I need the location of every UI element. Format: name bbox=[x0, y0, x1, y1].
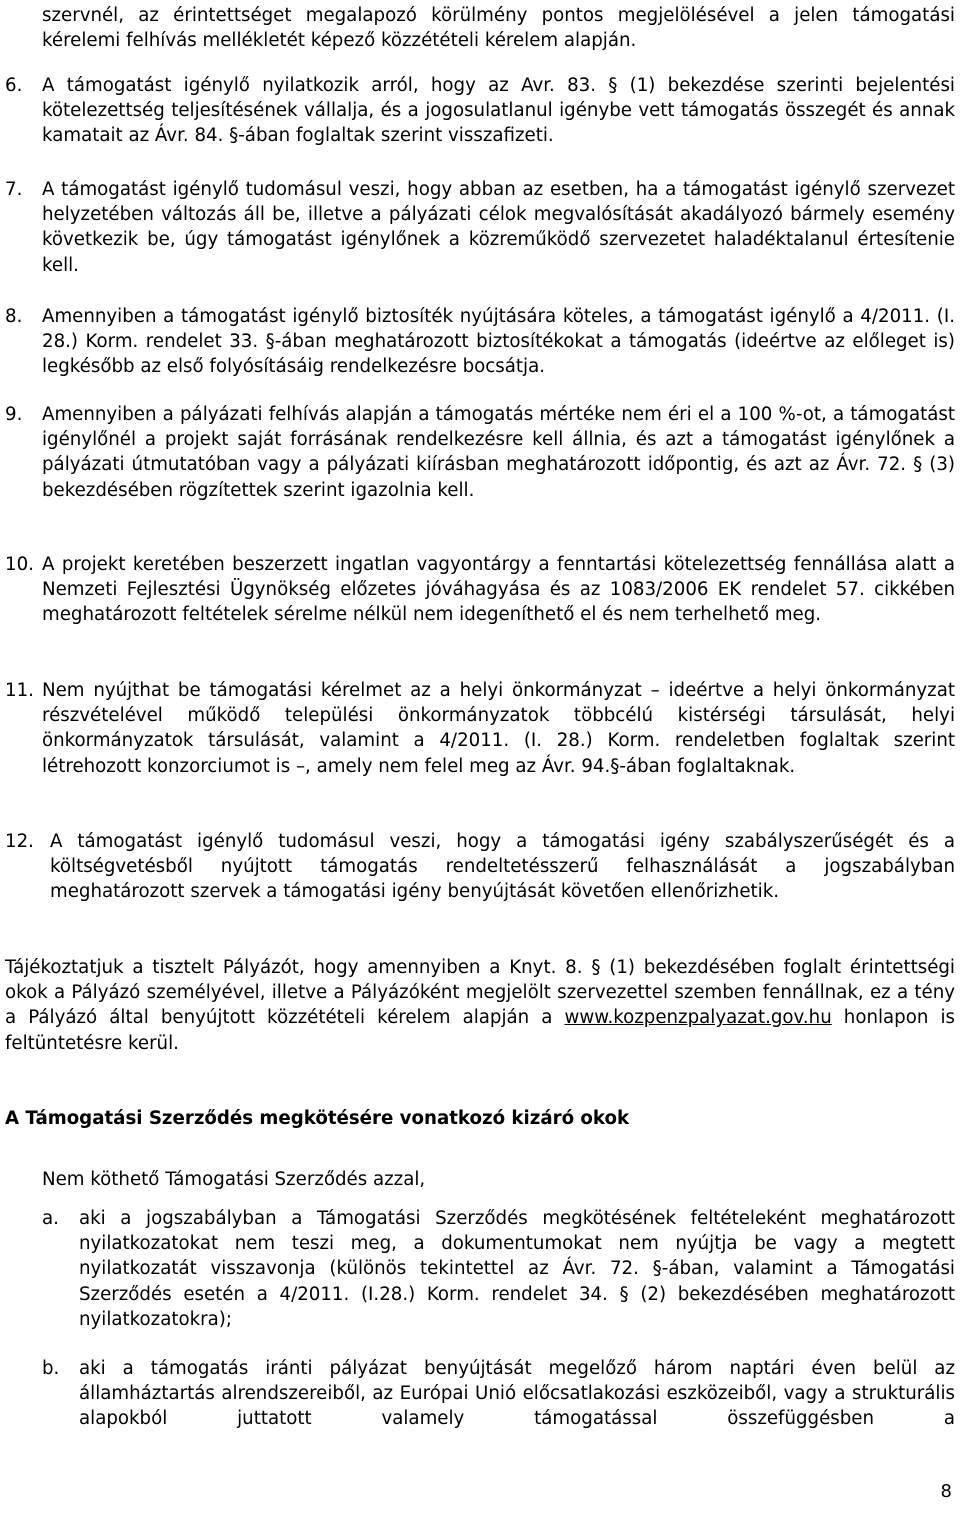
list-number: 10. bbox=[5, 554, 34, 575]
list-number: 11. bbox=[5, 680, 34, 701]
list-number: 8. bbox=[5, 306, 23, 327]
list-item-8 bbox=[5, 304, 955, 380]
list-item-7 bbox=[5, 177, 955, 278]
page-number: 8 bbox=[940, 1481, 952, 1502]
sub-item-a bbox=[42, 1206, 955, 1332]
list-text: A támogatást igénylő tudomásul veszi, hogy a támogatási igény szabályszerűségét és a költségvetésből nyújtott támogatás rendeltetésszerű felhasználását a jogszabályban meghatározott szervek a támogatási igény benyújtását követően ellenőrizhetik. bbox=[50, 831, 955, 903]
section-intro: Nem köthető Támogatási Szerződés azzal, bbox=[42, 1169, 426, 1190]
list-text: A támogatást igénylő tudomásul veszi, hogy abban az esetben, ha a támogatást igénylő szervezet helyzetében változás áll be, illetve a pályázati célok megvalósítását akadályozó bármely esemény következik be, úgy támogatást igénylőnek a közreműködő szervezetet haladéktalanul értesítenie kell. bbox=[42, 179, 955, 276]
list-number: 12. bbox=[5, 831, 34, 852]
list-item-11 bbox=[5, 678, 955, 779]
list-text: A projekt keretében beszerzett ingatlan vagyontárgy a fenntartási kötelezettség fennállása alatt a Nemzeti Fejlesztési Ügynökség előzetes jóváhagyása és az 1083/2006 EK rendelet 57. cikkében meghatározott feltételek sérelme nélkül nem idegeníthető el és nem terhelhető meg. bbox=[42, 554, 955, 626]
privacy-notice: Tájékoztatjuk a tisztelt Pályázót, hogy amennyiben a Knyt. 8. § (1) bekezdésében foglalt érintettségi okok a Pályázó személyével, illetve a Pályázóként megjelölt szervezettel szemben fennállnak, ez a tény a Pályázó által benyújtott közzétételi kérelem alapján a www.kozpenzpalyazat.gov.hu honlapon is feltüntetésre kerül. bbox=[5, 957, 955, 1054]
list-text: A támogatást igénylő nyilatkozik arról, hogy az Avr. 83. § (1) bekezdése szerinti bejelentési kötelezettség teljesítésének vállalja, és a jogosulatlanul igénybe vett támogatás összegét és annak kamatait az Ávr. 84. §-ában foglaltak szerint visszafizeti. bbox=[42, 75, 955, 147]
sub-item-b bbox=[42, 1356, 955, 1432]
list-number: 9. bbox=[5, 404, 23, 425]
list-text: Nem nyújthat be támogatási kérelmet az a helyi önkormányzat – ideértve a helyi önkormányzat részvételével működő települési önkormányzatok többcélú kistérségi társulását, helyi önkormányzatok társulását, valamint a 4/2011. (I. 28.) Korm. rendeletben foglaltak szerint létrehozott konzorciumot is –, amely nem felel meg az Ávr. 94.§-ában foglaltaknak. bbox=[42, 680, 955, 777]
sub-item-text: aki a jogszabályban a Támogatási Szerződés megkötésének feltételeként meghatározott nyilatkozatokat nem teszi meg, a dokumentumokat nem nyújtja be vagy a megtett nyilatkozatát visszavonja (különös tekintettel az Ávr. 72. §-ában, valamint a Támogatási Szerződés esetén a 4/2011. (I.28.) Korm. rendelet 34. § (2) bekezdésében meghatározott nyilatkozatokra); bbox=[79, 1208, 955, 1330]
list-text: Amennyiben a pályázati felhívás alapján a támogatás mértéke nem éri el a 100 %-ot, a támogatást igénylőnél a projekt saját forrásának rendelkezésre kell állnia, és azt a támogatást igénylőnek a pályázati útmutatóban vagy a pályázati kiírásban meghatározott időpontig, és azt az Ávr. 72. § (3) bekezdésében rögzítettek szerint igazolnia kell. bbox=[42, 404, 955, 501]
section-heading: A Támogatási Szerződés megkötésére vonatkozó kizáró okok bbox=[5, 1108, 630, 1129]
list-item-12 bbox=[5, 829, 955, 905]
list-item-6 bbox=[5, 73, 955, 149]
list-number: 6. bbox=[5, 75, 23, 96]
list-text: Amennyiben a támogatást igénylő biztosíték nyújtására köteles, a támogatást igénylő a 4/2011. (I. 28.) Korm. rendelet 33. §-ában meghatározott biztosítékokat a támogatás (ideértve az előleget is) legkésőbb az első folyósításáig rendelkezésre bocsátja. bbox=[42, 306, 955, 378]
sub-item-text: aki a támogatás iránti pályázat benyújtását megelőző három naptári éven belül az államháztartás alrendszereiből, az Európai Unió előcsatlakozási eszközeiből, vagy a strukturális alapokból juttatott valamely támogatással összefüggésben a bbox=[79, 1358, 955, 1430]
list-number: 7. bbox=[5, 179, 23, 200]
list-item-10 bbox=[5, 552, 955, 628]
kozpenzpalyazat-link[interactable]: www.kozpenzpalyazat.gov.hu bbox=[564, 1007, 832, 1029]
intro-continuation: szervnél, az érintettséget megalapozó körülmény pontos megjelölésével a jelen támogatási kérelemi felhívás mellékletét képező közzétételi kérelem alapján. bbox=[42, 5, 955, 52]
sub-item-letter: b. bbox=[42, 1358, 60, 1379]
sub-item-letter: a. bbox=[42, 1208, 59, 1229]
list-item-9 bbox=[5, 402, 955, 503]
